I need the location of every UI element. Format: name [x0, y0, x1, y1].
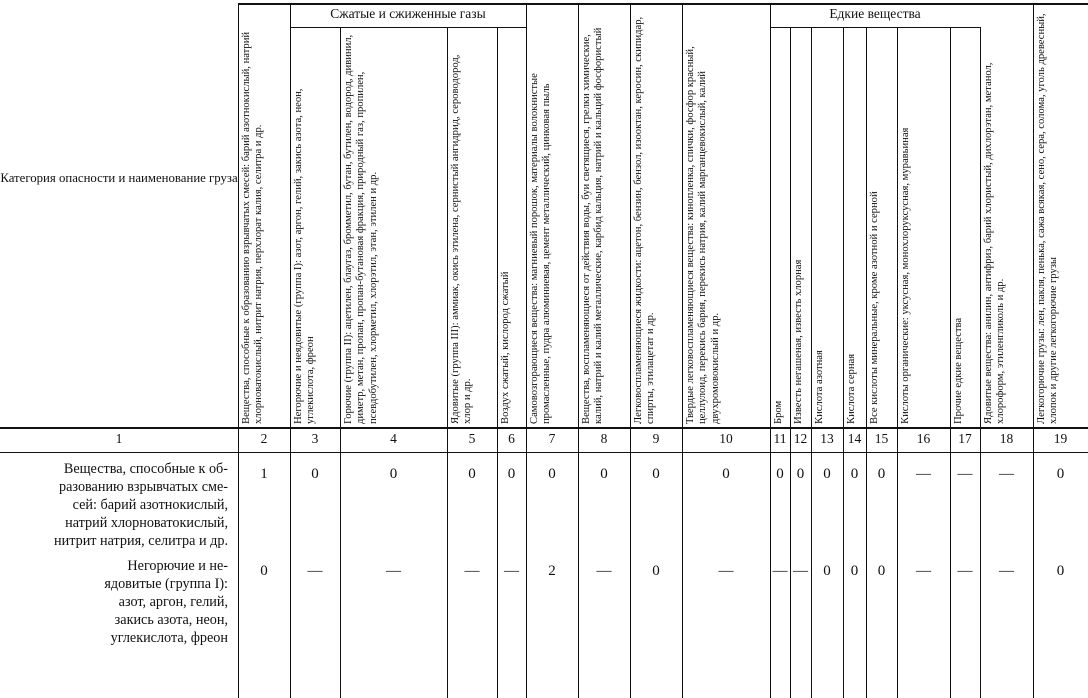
grid-line: [497, 27, 498, 698]
table-cell: 0: [877, 466, 886, 482]
column-header-2: [241, 5, 289, 424]
grid-line: [238, 3, 239, 698]
column-header-12: [793, 29, 810, 424]
table-cell: —: [916, 563, 931, 579]
column-header-text: Кислоты органические: уксусная, монохлоруксусная, муравьиная: [900, 127, 911, 424]
column-header-3: [293, 29, 339, 424]
column-header-19: [1036, 5, 1087, 424]
grid-line: [811, 27, 812, 698]
grid-line: [290, 27, 526, 28]
grid-line: [526, 3, 527, 698]
table-cell: —: [386, 563, 401, 579]
column-number: 13: [820, 431, 834, 446]
grid-line: [790, 27, 791, 698]
column-header-text: Известь негашеная, известь хлорная: [793, 259, 804, 424]
column-number: 5: [468, 431, 476, 446]
column-header-text: Ядовитые (группа III): аммиак, окись этилена, сернистый ангидрид, сероводород, хлор и др.: [450, 54, 474, 424]
table-cell: —: [999, 466, 1014, 482]
table-cell: 0: [1056, 563, 1065, 579]
table-cell: 0: [548, 466, 556, 482]
column-header-text: Горючие (группа II): ацетилен, блаугаз, бромметил, бутан, бутилен, водород, дивинил, диметр, метан, пропан, пропан-бутановая фракция, природный газ, пропилен, псевдобутилен, хлорметил, хлорэтил, этан, этилен и др.: [343, 34, 379, 424]
column-header-text: Кислота азотная: [814, 350, 825, 424]
column-header-text: Вещества, способные к образованию взрывчатых смесей: барий азотнокислый, натрий хлорноватокислый, нитрит натрия, перхлорат калия, селитра и др.: [241, 31, 265, 424]
table-cell: 0: [877, 563, 886, 579]
column-number: 14: [847, 431, 862, 446]
column-header-text: Легкогорючие грузы: лен, пакля, пенька, сажа всякая, сено, сера, солома, уголь древесный, хлопок и другие легкогорючие грузы: [1036, 13, 1060, 424]
grid-line: [0, 452, 1088, 453]
column-header-9: [633, 5, 681, 424]
table-cell: 0: [468, 466, 476, 482]
grid-line: [578, 3, 579, 698]
table-cell: 0: [850, 466, 859, 482]
table-cell: —: [596, 563, 612, 579]
column-header-17: [953, 29, 979, 424]
column-header-text: Твердые легковоспламеняющиеся вещества: кинопленка, спички, фосфор красный, целлулоид, перекись бария, перекись натрия, калий марганцевокислый, калий двухромовокислый и др.: [685, 46, 721, 424]
table-cell: 0: [823, 563, 831, 579]
grid-line: [866, 27, 867, 698]
grid-line: [980, 27, 981, 698]
table-cell: 2: [548, 563, 556, 579]
table-cell: 0: [507, 466, 516, 482]
grid-line: [770, 3, 771, 698]
row-label-line: натрий хлорноватокислый,: [65, 515, 228, 531]
table-cell: 0: [823, 466, 831, 482]
grid-line: [1033, 3, 1034, 698]
column-number: 3: [311, 431, 319, 446]
grid-line: [290, 3, 291, 698]
row-label-line: сей: барий азотнокислый,: [72, 497, 228, 513]
row-label-line: разованию взрывчатых сме-: [59, 479, 228, 495]
column-header-text: Ядовитые вещества: анилин, антифриз, барий хлористый, дихлорэтан, метанол, хлороформ, этиленгликоль и др.: [983, 62, 1007, 424]
column-header-10: [685, 5, 769, 424]
column-header-text: Бром: [773, 400, 784, 424]
table-cell: —: [957, 466, 973, 482]
column-header-7: [529, 5, 577, 424]
row-label-explosive-mixtures: [0, 460, 228, 550]
table-cell: 0: [600, 466, 608, 482]
column-header-4: [343, 29, 446, 424]
table-cell: 0: [776, 466, 784, 482]
column-header-text: Кислота серная: [846, 353, 857, 424]
column-number: 11: [773, 431, 787, 446]
grid-line: [238, 3, 1088, 5]
row-label-line: нитрит натрия, селитра и др.: [54, 533, 228, 549]
table-cell: —: [307, 563, 323, 579]
grid-line: [950, 27, 951, 698]
column-header-15: [869, 29, 896, 424]
row-label-line: Негорючие и не-: [127, 558, 228, 574]
table-cell: 0: [260, 563, 268, 579]
table-cell: —: [999, 563, 1014, 579]
table-cell: 0: [1056, 466, 1065, 482]
column-number: 8: [600, 431, 608, 446]
table-cell: —: [957, 563, 973, 579]
column-header-13: [814, 29, 842, 424]
grid-line: [0, 427, 1088, 429]
column-header-text: Прочие едкие вещества: [953, 317, 964, 424]
column-header-text: Легковоспламеняющиеся жидкости: ацетон, бензин, бензол, изооктан, керосин, скипидар, спирты, этилацетат и др.: [633, 16, 657, 424]
column-header-text: Самовозгорающиеся вещества: магниевый порошок, материалы волокнистые промасленные, пудра алюминиевая, цемент металлический, цинковая пыль: [529, 73, 553, 424]
table-cell: 0: [850, 563, 859, 579]
column-number: 7: [548, 431, 556, 446]
table-cell: —: [718, 563, 734, 579]
group-header-gases: Сжатые и сжиженные газы: [330, 6, 486, 21]
column-number: 2: [260, 431, 268, 446]
row-label-line: азот, аргон, гелий,: [118, 594, 228, 610]
table-cell: —: [793, 563, 808, 579]
row-label-line: Вещества, способные к об-: [63, 461, 228, 477]
column-number: 18: [999, 431, 1014, 446]
grid-line: [630, 3, 631, 698]
column-header-text: Все кислоты минеральные, кроме азотной и серной: [869, 191, 880, 424]
column-number: 17: [958, 431, 972, 446]
column-number: 1: [115, 431, 123, 446]
grid-line: [843, 27, 844, 698]
column-header-16: [900, 29, 949, 424]
row-label-line: углекислота, фреон: [110, 630, 228, 646]
column-number: 12: [793, 431, 808, 446]
table-cell: 0: [652, 466, 660, 482]
group-header-caustic: Едкие вещества: [829, 6, 921, 21]
table-cell: —: [916, 466, 931, 482]
column-header-text: Вещества, воспламеняющиеся от действия воды, буи светящиеся, грелки химические, калий, натрий и калий металлические, карбид кальция, натрий и кальций фосфористый: [581, 27, 605, 424]
row-label-line: ядовитые (группа I):: [104, 576, 228, 592]
table-cell: 0: [652, 563, 660, 579]
column-header-14: [846, 29, 865, 424]
column-number: 6: [508, 431, 515, 446]
column-header-11: [773, 29, 789, 424]
grid-line: [682, 3, 683, 698]
category-header: Категория опасности и наименование груза: [0, 171, 238, 185]
table-cell: 0: [796, 466, 805, 482]
row-label-line: закись азота, неон,: [114, 612, 228, 628]
column-header-5: [450, 29, 496, 424]
table-cell: 1: [260, 466, 268, 482]
column-header-18: [983, 5, 1032, 424]
column-number: 9: [652, 431, 660, 446]
grid-line: [340, 27, 341, 698]
column-header-text: Воздух сжатый, кислород сжатый: [500, 271, 511, 424]
table-cell: 0: [311, 466, 319, 482]
grid-line: [447, 27, 448, 698]
table-cell: 0: [722, 466, 730, 482]
column-number: 10: [719, 431, 733, 446]
grid-line: [770, 27, 980, 28]
column-header-8: [581, 5, 629, 424]
column-number: 15: [874, 431, 889, 446]
table-cell: —: [772, 563, 788, 579]
table-cell: 0: [389, 466, 398, 482]
column-header-6: [500, 29, 525, 424]
grid-line: [897, 27, 898, 698]
column-number: 4: [390, 431, 397, 446]
column-number: 16: [916, 431, 931, 446]
column-number: 19: [1053, 431, 1068, 446]
table-cell: —: [504, 563, 519, 579]
column-header-text: Негорючие и неядовитые (группа I): азот, аргон, гелий, закись азота, неон, углекислота, фреон: [293, 88, 317, 424]
row-label-nonflammable-gases: [0, 557, 228, 647]
table-cell: —: [464, 563, 480, 579]
